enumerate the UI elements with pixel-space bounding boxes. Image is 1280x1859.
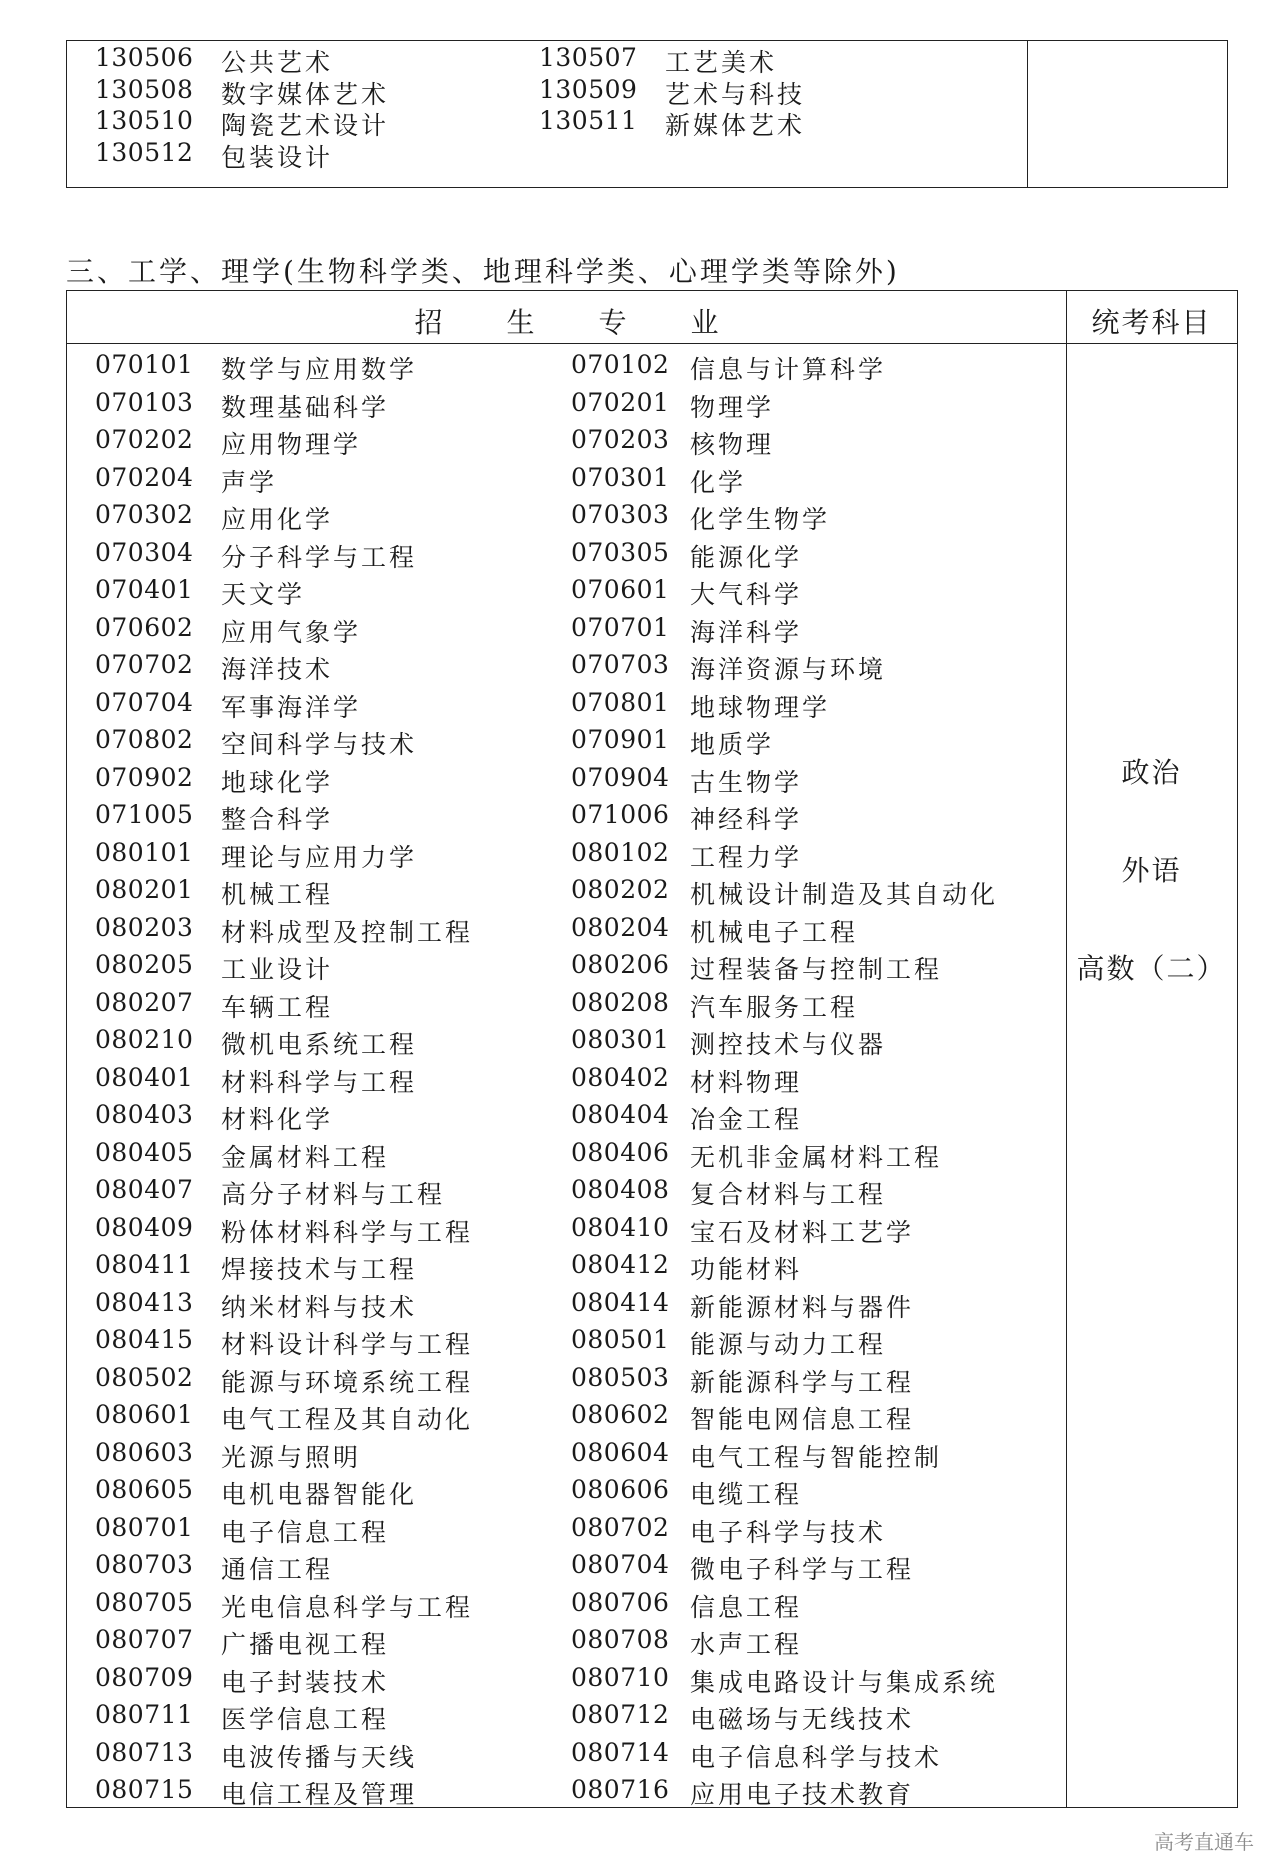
table-row: [67, 572, 1237, 610]
table-row: [67, 1472, 1237, 1510]
major-name: 材料化学: [221, 1105, 334, 1134]
major-name: 医学信息工程: [221, 1705, 390, 1734]
major-code: 070902: [95, 762, 194, 792]
major-code: 080703: [95, 1550, 194, 1579]
major-name: 分子科学与工程: [221, 542, 418, 572]
major-name: 声学: [221, 467, 278, 497]
table-row: [67, 1360, 1237, 1398]
major-code: 080408: [571, 1175, 670, 1204]
table-row: [67, 385, 1237, 423]
major-name: 数学与应用数学: [221, 355, 418, 384]
major-name: 应用气象学: [221, 617, 362, 647]
table-row: [67, 985, 1237, 1023]
major-name: 焊接技术与工程: [221, 1255, 418, 1284]
section-title: 三、工学、理学(生物科学类、地理科学类、心理学类等除外): [66, 255, 900, 288]
major-name: 电磁场与无线技术: [690, 1705, 915, 1734]
major-code: 080204: [571, 912, 670, 942]
table-row: [67, 835, 1237, 873]
major-name: 地质学: [690, 730, 775, 759]
header-majors: 招生专业: [414, 306, 783, 339]
major-code: 080407: [95, 1175, 194, 1204]
major-code: 080205: [95, 950, 194, 979]
major-name: 应用电子技术教育: [690, 1780, 915, 1809]
major-code: 080415: [95, 1325, 194, 1354]
table-row: [67, 1135, 1237, 1173]
major-name: 天文学: [221, 580, 306, 609]
major-code: 080602: [571, 1400, 670, 1429]
table-row: [67, 1322, 1237, 1360]
major-name: 能源与动力工程: [690, 1330, 887, 1359]
major-name: 大气科学: [690, 580, 803, 609]
exam-subjects: [1066, 751, 1237, 1045]
table-row: [67, 872, 1237, 910]
major-name: 高分子材料与工程: [221, 1180, 446, 1209]
major-code: 080404: [571, 1100, 670, 1129]
major-name: 新能源科学与工程: [690, 1367, 915, 1397]
major-code: 080709: [95, 1662, 194, 1692]
major-code: 080706: [571, 1587, 670, 1617]
major-name: 材料科学与工程: [221, 1067, 418, 1097]
major-code: 080702: [571, 1512, 670, 1542]
major-name: 艺术与科技: [665, 79, 806, 109]
major-name: 通信工程: [221, 1555, 334, 1584]
major-code: 070201: [571, 387, 670, 417]
major-code: 070901: [571, 725, 670, 754]
major-code: 080208: [571, 987, 670, 1017]
major-code: 080102: [571, 837, 670, 867]
major-name: 能源与环境系统工程: [221, 1367, 474, 1397]
major-code: 080712: [571, 1700, 670, 1729]
major-name: 空间科学与技术: [221, 730, 418, 759]
major-code: 071006: [571, 800, 670, 829]
table-row: [67, 1060, 1237, 1098]
major-code: 070802: [95, 725, 194, 754]
major-code: 080401: [95, 1062, 194, 1092]
major-code: 070204: [95, 462, 194, 492]
main-table-rows: [67, 347, 1237, 1810]
major-name: 智能电网信息工程: [690, 1405, 915, 1434]
major-name: 材料成型及控制工程: [221, 917, 474, 947]
major-name: 理论与应用力学: [221, 842, 418, 872]
table-row: [67, 1622, 1237, 1660]
major-name: 宝石及材料工艺学: [690, 1217, 915, 1247]
major-code: 080203: [95, 912, 194, 942]
major-code: 080502: [95, 1362, 194, 1392]
table-row: [67, 1435, 1237, 1473]
major-name: 电信工程及管理: [221, 1780, 418, 1809]
watermark: 高考直通车: [1154, 1830, 1254, 1854]
table-row: [67, 1247, 1237, 1285]
major-code: 070103: [95, 387, 194, 417]
table-row: [67, 1585, 1237, 1623]
table-row: [67, 1735, 1237, 1773]
major-code: 080707: [95, 1625, 194, 1654]
major-name: 应用物理学: [221, 430, 362, 459]
major-name: 机械电子工程: [690, 917, 859, 947]
major-code: 080704: [571, 1550, 670, 1579]
table-row: [67, 610, 1237, 648]
major-code: 080713: [95, 1737, 194, 1767]
major-name: 海洋科学: [690, 617, 803, 647]
major-code: 080202: [571, 875, 670, 904]
top-table-rows: [67, 40, 1227, 172]
table-row: [67, 1772, 1237, 1810]
major-code: 070801: [571, 687, 670, 717]
major-name: 微机电系统工程: [221, 1030, 418, 1059]
major-code: 071005: [95, 800, 194, 829]
major-name: 材料设计科学与工程: [221, 1330, 474, 1359]
major-name: 陶瓷艺术设计: [221, 111, 390, 140]
major-code: 080711: [95, 1700, 194, 1729]
table-row: [67, 103, 1227, 140]
major-code: 080705: [95, 1587, 194, 1617]
major-name: 电子信息工程: [221, 1517, 390, 1547]
major-name: 微电子科学与工程: [690, 1555, 915, 1584]
top-table: [66, 40, 1228, 188]
major-code: 080603: [95, 1437, 194, 1467]
major-code: 080714: [571, 1737, 670, 1767]
major-name: 应用化学: [221, 505, 334, 534]
major-name: 电子封装技术: [221, 1667, 390, 1697]
table-row: [67, 135, 1227, 172]
main-table: [66, 290, 1238, 1808]
major-code: 070302: [95, 500, 194, 529]
major-code: 080503: [571, 1362, 670, 1392]
major-name: 复合材料与工程: [690, 1180, 887, 1209]
table-row: [67, 72, 1227, 109]
major-name: 信息与计算科学: [690, 355, 887, 384]
major-name: 能源化学: [690, 542, 803, 572]
table-row: [67, 1172, 1237, 1210]
major-code: 070304: [95, 537, 194, 567]
major-name: 信息工程: [690, 1592, 803, 1622]
major-code: 080501: [571, 1325, 670, 1354]
major-name: 地球物理学: [690, 692, 831, 722]
major-name: 地球化学: [221, 767, 334, 797]
major-code: 130507: [539, 43, 638, 72]
table-row: [67, 1697, 1237, 1735]
major-name: 数理基础科学: [221, 392, 390, 422]
major-name: 工程力学: [690, 842, 803, 872]
major-name: 新媒体艺术: [665, 111, 806, 140]
major-name: 无机非金属材料工程: [690, 1142, 943, 1172]
major-code: 080406: [571, 1137, 670, 1167]
table-row: [67, 347, 1237, 385]
table-row: [67, 685, 1237, 723]
major-code: 080412: [571, 1250, 670, 1279]
major-name: 新能源材料与器件: [690, 1292, 915, 1322]
major-name: 过程装备与控制工程: [690, 955, 943, 984]
table-row: [67, 1510, 1237, 1548]
major-name: 海洋资源与环境: [690, 655, 887, 684]
major-name: 数字媒体艺术: [221, 79, 390, 109]
major-code: 070305: [571, 537, 670, 567]
major-code: 080410: [571, 1212, 670, 1242]
major-name: 功能材料: [690, 1255, 803, 1284]
major-code: 130510: [95, 106, 194, 135]
table-row: [67, 535, 1237, 573]
subject-math: 高数（二）: [1076, 952, 1227, 985]
major-code: 070401: [95, 575, 194, 604]
header-subjects: 统考科目: [1091, 306, 1212, 339]
major-name: 粉体材料科学与工程: [221, 1217, 474, 1247]
table-row: [67, 1022, 1237, 1060]
major-code: 080301: [571, 1025, 670, 1054]
major-name: 电子信息科学与技术: [690, 1742, 943, 1772]
major-code: 080206: [571, 950, 670, 979]
table-row: [67, 40, 1227, 77]
major-name: 化学生物学: [690, 505, 831, 534]
major-code: 070701: [571, 612, 670, 642]
major-name: 电子科学与技术: [690, 1517, 887, 1547]
major-name: 集成电路设计与集成系统: [690, 1667, 999, 1697]
major-name: 水声工程: [690, 1630, 803, 1659]
major-name: 电气工程与智能控制: [690, 1442, 943, 1472]
major-name: 神经科学: [690, 805, 803, 834]
major-code: 130509: [539, 74, 638, 104]
table-row: [67, 460, 1237, 498]
table-row: [67, 910, 1237, 948]
major-name: 古生物学: [690, 767, 803, 797]
major-name: 包装设计: [221, 142, 334, 172]
table-row: [67, 722, 1237, 760]
major-name: 电波传播与天线: [221, 1742, 418, 1772]
major-code: 070702: [95, 650, 194, 679]
table-row: [67, 1097, 1237, 1135]
table-row: [67, 1210, 1237, 1248]
major-code: 080207: [95, 987, 194, 1017]
table-row: [67, 1397, 1237, 1435]
major-code: 130511: [539, 106, 638, 135]
major-code: 070704: [95, 687, 194, 717]
table-row: [67, 497, 1237, 535]
table-row: [67, 422, 1237, 460]
major-code: 080413: [95, 1287, 194, 1317]
major-code: 080604: [571, 1437, 670, 1467]
major-name: 电气工程及其自动化: [221, 1405, 474, 1434]
major-name: 电机电器智能化: [221, 1480, 418, 1509]
major-code: 080701: [95, 1512, 194, 1542]
table-row: [67, 1547, 1237, 1585]
subject-foreign-language: 外语: [1121, 854, 1182, 887]
major-code: 070601: [571, 575, 670, 604]
major-code: 070602: [95, 612, 194, 642]
major-code: 130512: [95, 137, 194, 167]
header-divider: [67, 343, 1237, 344]
major-code: 080606: [571, 1475, 670, 1504]
major-code: 080601: [95, 1400, 194, 1429]
major-code: 070102: [571, 350, 670, 379]
major-name: 汽车服务工程: [690, 992, 859, 1022]
major-code: 070202: [95, 425, 194, 454]
major-name: 物理学: [690, 392, 775, 422]
major-code: 070703: [571, 650, 670, 679]
table-row: [67, 947, 1237, 985]
major-name: 金属材料工程: [221, 1142, 390, 1172]
subject-politics: 政治: [1121, 756, 1182, 789]
major-code: 130506: [95, 43, 194, 72]
major-code: 080405: [95, 1137, 194, 1167]
major-code: 080201: [95, 875, 194, 904]
major-code: 080402: [571, 1062, 670, 1092]
major-name: 电缆工程: [690, 1480, 803, 1509]
major-name: 机械工程: [221, 880, 334, 909]
major-code: 070101: [95, 350, 194, 379]
major-name: 测控技术与仪器: [690, 1030, 887, 1059]
major-name: 工艺美术: [665, 48, 778, 77]
major-code: 080101: [95, 837, 194, 867]
table-row: [67, 797, 1237, 835]
major-code: 130508: [95, 74, 194, 104]
major-code: 070904: [571, 762, 670, 792]
major-code: 080716: [571, 1775, 670, 1804]
major-code: 080210: [95, 1025, 194, 1054]
major-code: 080708: [571, 1625, 670, 1654]
major-code: 080414: [571, 1287, 670, 1317]
major-name: 纳米材料与技术: [221, 1292, 418, 1322]
major-name: 海洋技术: [221, 655, 334, 684]
major-name: 军事海洋学: [221, 692, 362, 722]
table-row: [67, 1660, 1237, 1698]
major-name: 光电信息科学与工程: [221, 1592, 474, 1622]
major-code: 080715: [95, 1775, 194, 1804]
major-name: 材料物理: [690, 1067, 803, 1097]
major-code: 070203: [571, 425, 670, 454]
major-code: 080710: [571, 1662, 670, 1692]
major-name: 整合科学: [221, 805, 334, 834]
major-name: 机械设计制造及其自动化: [690, 880, 999, 909]
major-name: 广播电视工程: [221, 1630, 390, 1659]
major-code: 080605: [95, 1475, 194, 1504]
major-name: 光源与照明: [221, 1442, 362, 1472]
major-code: 080411: [95, 1250, 194, 1279]
major-name: 车辆工程: [221, 992, 334, 1022]
major-name: 公共艺术: [221, 48, 334, 77]
table-row: [67, 1285, 1237, 1323]
major-name: 冶金工程: [690, 1105, 803, 1134]
major-code: 070301: [571, 462, 670, 492]
major-code: 080409: [95, 1212, 194, 1242]
major-name: 化学: [690, 467, 747, 497]
major-code: 080403: [95, 1100, 194, 1129]
table-row: [67, 760, 1237, 798]
major-code: 070303: [571, 500, 670, 529]
major-name: 核物理: [690, 430, 775, 459]
table-row: [67, 647, 1237, 685]
major-name: 工业设计: [221, 955, 334, 984]
